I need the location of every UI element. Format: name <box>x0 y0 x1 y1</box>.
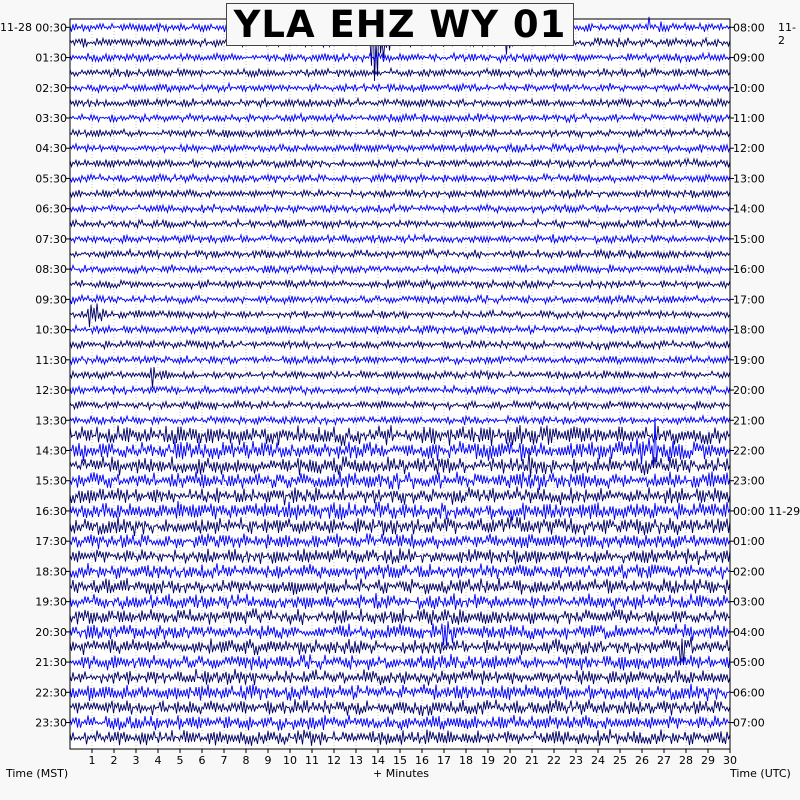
left-time-label: 01:30 <box>35 51 67 65</box>
right-time-label: 18:00 <box>733 323 765 337</box>
x-tick-label: 8 <box>242 754 250 767</box>
left-time-label: 12:30 <box>35 384 67 398</box>
x-tick-label: 3 <box>132 754 140 767</box>
left-time-label: 09:30 <box>35 293 67 307</box>
left-time-label: 23:30 <box>35 716 67 730</box>
right-time-label: 05:00 <box>733 656 765 670</box>
right-time-label: 16:00 <box>733 263 765 277</box>
right-time-label: 15:00 <box>733 232 765 246</box>
left-time-label: 21:30 <box>35 656 67 670</box>
right-time-label: 19:00 <box>733 353 765 367</box>
chart-title: YLA EHZ WY 01 <box>233 3 567 46</box>
x-tick-label: 22 <box>547 754 561 767</box>
x-tick-label: 15 <box>393 754 407 767</box>
x-tick-label: 19 <box>481 754 495 767</box>
left-time-label: 08:30 <box>35 263 67 277</box>
right-time-label: 03:00 <box>733 595 765 609</box>
right-time-label: 13:00 <box>733 172 765 186</box>
right-time-label: 09:00 <box>733 51 765 65</box>
start-date-right: 11-2 <box>778 21 796 47</box>
right-time-label: 08:00 <box>733 21 765 35</box>
left-time-label: 17:30 <box>35 535 67 549</box>
title-box <box>226 3 574 46</box>
x-tick-label: 6 <box>198 754 206 767</box>
plot-area <box>70 19 730 749</box>
x-tick-label: 20 <box>503 754 517 767</box>
x-tick-label: 27 <box>657 754 671 767</box>
right-time-label: 11:00 <box>733 111 765 125</box>
right-time-label: 22:00 <box>733 444 765 458</box>
x-tick-label: 9 <box>264 754 272 767</box>
start-date-left: 11-28 <box>0 21 32 34</box>
y-axis-label-left: Time (MST) <box>6 767 69 780</box>
right-time-label: 17:00 <box>733 293 765 307</box>
x-tick-label: 12 <box>327 754 341 767</box>
left-time-label: 20:30 <box>35 625 67 639</box>
x-tick-label: 23 <box>569 754 583 767</box>
x-tick-label: 1 <box>88 754 96 767</box>
x-tick-label: 13 <box>349 754 363 767</box>
right-time-label: 06:00 <box>733 686 765 700</box>
left-time-label: 11:30 <box>35 353 67 367</box>
left-time-label: 07:30 <box>35 232 67 246</box>
x-tick-label: 25 <box>613 754 627 767</box>
right-time-label: 21:00 <box>733 414 765 428</box>
x-tick-label: 26 <box>635 754 649 767</box>
right-time-label: 14:00 <box>733 202 765 216</box>
x-tick-label: 21 <box>525 754 539 767</box>
x-tick-label: 2 <box>110 754 118 767</box>
x-tick-label: 10 <box>283 754 297 767</box>
right-time-label: 01:00 <box>733 535 765 549</box>
x-tick-label: 29 <box>701 754 715 767</box>
right-time-label: 04:00 <box>733 625 765 639</box>
x-tick-label: 7 <box>220 754 228 767</box>
right-time-label: 12:00 <box>733 142 765 156</box>
x-tick-label: 5 <box>176 754 184 767</box>
right-time-label: 07:00 <box>733 716 765 730</box>
x-tick-label: 16 <box>415 754 429 767</box>
x-tick-label: 14 <box>371 754 385 767</box>
y-axis-label-right: Time (UTC) <box>730 767 791 780</box>
left-time-label: 14:30 <box>35 444 67 458</box>
left-time-label: 16:30 <box>35 504 67 518</box>
x-tick-label: 18 <box>459 754 473 767</box>
x-tick-label: 28 <box>679 754 693 767</box>
left-time-label: 22:30 <box>35 686 67 700</box>
x-tick-label: 30 <box>723 754 737 767</box>
right-time-label: 20:00 <box>733 384 765 398</box>
x-tick-label: 24 <box>591 754 605 767</box>
right-time-label: 00:00 11-29 <box>733 504 800 518</box>
x-tick-label: 17 <box>437 754 451 767</box>
left-time-label: 04:30 <box>35 142 67 156</box>
right-time-label: 10:00 <box>733 81 765 95</box>
left-time-label: 10:30 <box>35 323 67 337</box>
left-time-label: 03:30 <box>35 111 67 125</box>
x-tick-label: 4 <box>154 754 162 767</box>
left-time-label: 06:30 <box>35 202 67 216</box>
right-time-label: 02:00 <box>733 565 765 579</box>
left-time-label: 00:30 <box>35 21 67 35</box>
left-time-label: 02:30 <box>35 81 67 95</box>
x-tick-label: 11 <box>305 754 319 767</box>
right-time-label: 23:00 <box>733 474 765 488</box>
left-time-label: 15:30 <box>35 474 67 488</box>
left-time-label: 18:30 <box>35 565 67 579</box>
left-time-label: 19:30 <box>35 595 67 609</box>
left-time-label: 13:30 <box>35 414 67 428</box>
left-time-label: 05:30 <box>35 172 67 186</box>
x-axis-label: + Minutes <box>373 767 430 780</box>
